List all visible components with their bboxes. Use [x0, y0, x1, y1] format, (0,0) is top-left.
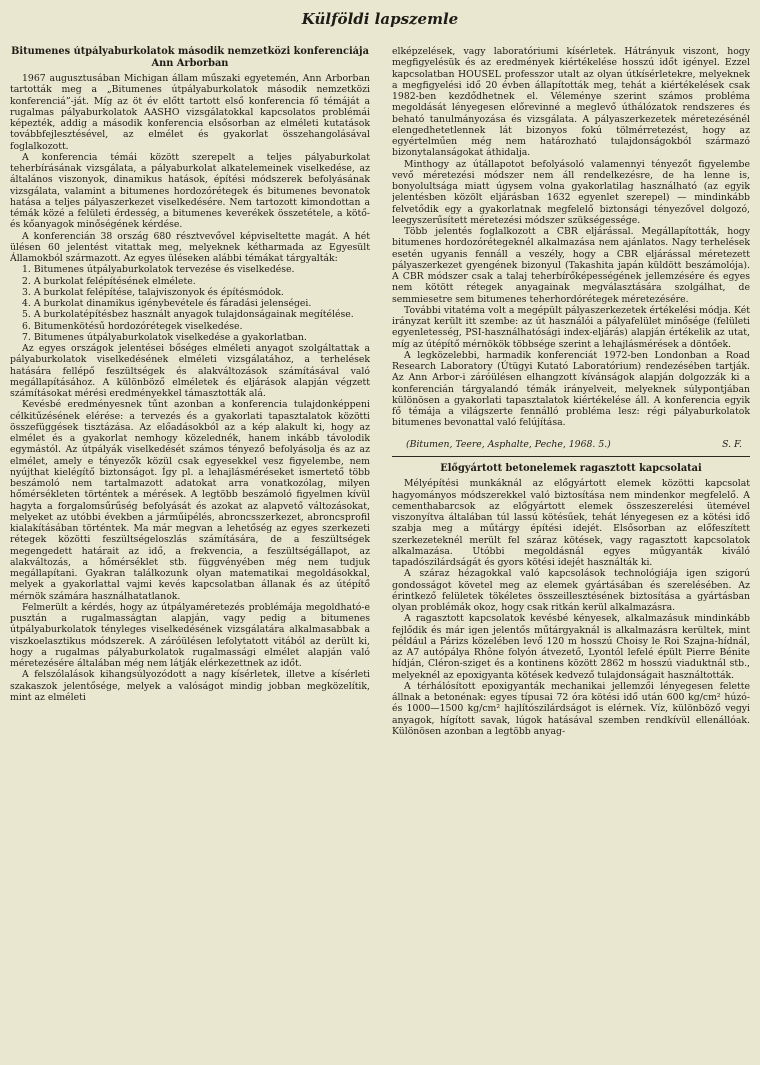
list-item: 2. A burkolat felépítésének elmélete. — [22, 275, 196, 287]
paragraph: További vitatéma volt a megépült pályaszerkezetek értékelési módja. Két irányzat került itt szembe: az út használói a pályafelület minősége (felületi egyenletesség, PSI-használhatósági index-eljárás) alapján értékelik az utat, míg az útépítő mérnökök többsége szerint a lehajlásmérések a döntőek. — [392, 304, 750, 350]
paragraph: elképzelések, vagy laboratóriumi kísérletek. Hátrányuk viszont, hogy megfigyelésük és az eredmények kiértékelése hosszú időt igényel. Ezzel kapcsolatban HOUSEL professzor utalt az olyan útkísérletekre, melyeknek a megfigyelési idő 20 évben állapították meg, tehát a kiértékelések csak 1982-ben kezdődhetnek el. Véleménye szerint számos probléma megoldását lényegesen előrevinné a meglevő úthálózatok rendszeres és beható tanulmányozása és vizsgálata. A pályaszerkezetek méretezésénél elengedhetetlennek lát bizonyos fokú tölmérretezést, hogy az egyértelműen még nem határozható tulajdonságokból származó bizonytalanságokat áthidalja. — [392, 46, 750, 159]
author-initials: S. F. — [722, 438, 742, 450]
paragraph: A térhálósított epoxigyanták mechanikai jellemzői lényegesen felette állnak a betonénak: egyes típusai 72 óra kötési idő után 600 kg/cm² húzó- és 1000—1500 kg/cm² hajlítószilárdságot is elérnek. Víz, különböző vegyi anyagok, hígított savak, lúgok hatásával szemben rendkívül ellenállóak. Különösen azonban a legtöbb anyag- — [392, 680, 750, 737]
paragraph: A konferencián 38 ország 680 résztvevővel képviseltette magát. A hét ülésen 60 jelentést vitattak meg, melyeknek kétharmada az Egyesült Államokból származott. Az egyes üléseken alábbi témákat tárgyalták: — [10, 230, 370, 264]
list-item: 3. A burkolat felépítése, talajviszonyok és építésmódok. — [22, 286, 284, 298]
list-item: 4. A burkolat dinamikus igénybevétele és fáradási jelenségei. — [22, 298, 312, 309]
list-item: 7. Bitumenes útpályaburkolatok viselkedése a gyakorlatban. — [22, 331, 307, 343]
list-item: 5. A burkolatépítésbez használt anyagok tulajdonságainak megítélése. — [22, 309, 354, 321]
source-citation: (Bitumen, Teere, Asphalte, Peche, 1968. 5.) — [406, 438, 611, 450]
source-line — [392, 439, 750, 450]
right-column — [392, 46, 750, 1062]
article-heading: Bitumenes útpályaburkolatok második nemzetközi konferenciája Ann Arborban — [11, 46, 369, 69]
paragraph: A száraz hézagokkal való kapcsolások technológiája igen szigorú gondosságot követel meg az elemek gyártásában és szerelésében. Az érintkező felületek tökéletes összeillesztésének biztosítása a gyártásban olyan problémák okoz, hogy csak ritkán kerül alkalmazásra. — [392, 568, 750, 613]
paragraph: Mélyépítési munkáknál az előgyártott elemek közötti kapcsolat hagyományos módszerekkel való biztosítása nem mindenkor megfelelő. A cementhabarcsok az előgyártott elemek összeszerelési ütemével viszonyítva általában túl lassú kötésűek, tehát lényegesen ez a kötési idő szabja meg a műtárgy építési idejét. Elsősorban az előfeszített szerkezeteknél merült fel száraz kötések, vagy ragasztott kapcsolatok alkalmazása. Utóbbi megoldásnál egyes műgyanták kiváló tapadószilárdságát és gyors kötési idejét használták ki. — [392, 478, 750, 568]
list-item: 1. Bitumenes útpályaburkolatok tervezése és viselkedése. — [22, 264, 295, 276]
left-column — [10, 46, 370, 1062]
paragraph: Kevésbé eredményesnek tűnt azonban a konferencia tulajdonképpeni célkitűzésének elérése: a tervezés és a gyakorlati tapasztalatok közötti összefüggések tisztázása. Az előadásokból az a kép alakult ki, hogy az elmélet és a gyakorlat nemhogy közelednék, hanem inkább távolodik egymástól. Az útpályák viselkedését számos tényező befolyásolja és az az elmélet, amely e tényezők közül csak egyesekkel vesz figyelembe, nem nyújthat kielégítő biztonságot. Így pl. a lehajlásméréseket ismertető több beszámoló nem tartalmazott adatokat arra vonatkozólag, milyen hőmérsékleten történtek a mérések. A legtöbb beszámoló figyelmen kívül hagyta a forgalomsűrűség befolyását és azokat az alapvető változásokat, melyeket az utóbbi években a járműipélés, abroncsszerkezet, abroncsprofil kialakításában történtek. Ma már megvan a lehetőség az egyes szerkezeti rétegek közötti feszültségeloszlás számítására, de a feszültségek megengedett határait az idő, a frekvencia, a feszültségállapot, az alakváltozás, a hőmérséklet stb. függvényében még nem tudjuk megállapítani. Gyakran találkozunk olyan matematikai megoldásokkal, melyek a gyakorlattal vajmi kevés kapcsolatban állanak és az útépítő mérnök számára használhatatlanok. — [10, 399, 370, 602]
paragraph: A felszólalások kihangsúlyozódott a nagy kísérletek, illetve a kísérleti szakaszok jelentősége, melyek a valóságot mindig jobban megközelítik, mint az elméleti — [10, 669, 370, 703]
topic-list — [10, 264, 370, 343]
page-title: Külföldi lapszemle — [301, 10, 459, 28]
paragraph: A konferencia témái között szerepelt a teljes pályaburkolat teherbírásának vizsgálata, a pályaburkolat alkatelemeinek viselkedése, az általános viszonyok, dinamikus hatások, építési módszerek befolyásának vizsgálata, valamint a bitumenes hordozórétegek és bitumenes bevonatok hatása a teljes pályaszerkezet viselkedésére. Nem tartozott kimondottan a témák közé a felületi érdesség, a bitumenes keverékek összetétele, a kötő- és kőanyagok minőségének kérdése. — [10, 151, 370, 231]
list-item: 6. Bitumenkötésű hordozórétegek viselkedése. — [22, 320, 243, 332]
paragraph: A ragasztott kapcsolatok kevésbé kényesek, alkalmazásuk mindinkább fejlődik és már igen jelentős műtárgyaknál is alkalmazásra kerültek, mint például a Párizs közelében levő 120 m hosszú Choisy le Roi Szajna-hídnál, az A7 autópálya Rhône folyón átvezető, Lyontól lefelé épült Pierre Bénite hídján, Cléron-sziget és a kontinens között 2862 m hosszú viaduktnál stb., melyeknél az epoxigyanta kötések kedvező tulajdonságait használtották. — [392, 613, 750, 681]
divider — [392, 456, 750, 457]
paragraph: Az egyes országok jelentései bőséges elméleti anyagot szolgáltattak a pályaburkolatok viselkedésének elméleti vizsgálatához, a terhelések hatására fellépő feszültségek és alakváltozások számításával való megállapításához. A különböző elméletek és eljárások alapján végzett számításokat mérési eredményekkel támasztották alá. — [10, 343, 370, 399]
paragraph: 1967 augusztusában Michigan állam műszaki egyetemén, Ann Arborban tartották meg a „Bitumenes útpályaburkolatok második nemzetközi konferenciá”-ját. Míg az öt év előtt tartott első konferencia fő témáját a rugalmas pályaburkolatok AASHO vizsgálatokkal kapcsolatos problémái képezték, addig a második konferencia elsősorban az elméleti kutatások továbbfejlesztésével, az elmélet és gyakorlat összehangolásával foglalkozott. — [10, 73, 370, 152]
paragraph: Több jelentés foglalkozott a CBR eljárással. Megállapították, hogy bitumenes hordozórétegeknél alkalmazása nem ajánlatos. Nagy terhelések esetén ugyanis fennáll a veszély, hogy a CBR eljárással méretezett pályaszerkezet gyengének bizonyul (Takashita japán küldött beszámolója). A CBR módszer csak a talaj teherbírőképességének jellemzésére és egyes nem kötött rétegek anyagainak megválasztására szolgálhat, de semmiesetre sem bitumenes teherhordórétegek méretezésére. — [392, 226, 750, 305]
paragraph: Felmerült a kérdés, hogy az útpályaméretezés problémája megoldható-e pusztán a rugalmasságtan alapján, vagy pedig a bitumenes útpályaburkolatok tényleges viselkedésének vizsgálatára alkalmasabbak a viszkoelasztikus módszerek. A záróülésen lefolytatott vitából az derült ki, hogy a rugalmas pályaburkolatok rugalmassági elmélet alapján való méretezésére általában még nem látják elérkezettnek az időt. — [10, 601, 370, 669]
paragraph: A legközelebbi, harmadik konferenciát 1972-ben Londonban a Road Research Laboratory (Útügyi Kutató Laboratórium) rendezésében tartják. Az Ann Arbor-i záróülésen elhangzott kívánságok alapján dolgozzák ki a konferencián tárgyalandó témák irányelveit, melyeknek súlypontjában különösen a gyakorlati tapasztalatok kiértékelése áll. A konferencia egyik fő témája a világszerte fennálló probléma lesz: régi pályaburkolatok bitumenes bevonattal való felújítása. — [392, 349, 750, 429]
paragraph: Minthogy az útállapotot befolyásoló valamennyi tényezőt figyelembe vevő méretezési módszer nem áll rendelkezésre, de ha lenne is, bonyolultsága miatt úgysem volna gyakorlatilag használható (az egyik jelentésben közölt eljárásban 1632 egyenlet szerepel) — mindinkább felvetődik egy a gyakorlatnak megfelelő biztonsági tényezővel dolgozó, leegyszerűsített méretezési módszer szükségessége. — [392, 158, 750, 226]
article-heading: Előgyártott betonelemek ragasztott kapcsolatai — [440, 462, 702, 474]
